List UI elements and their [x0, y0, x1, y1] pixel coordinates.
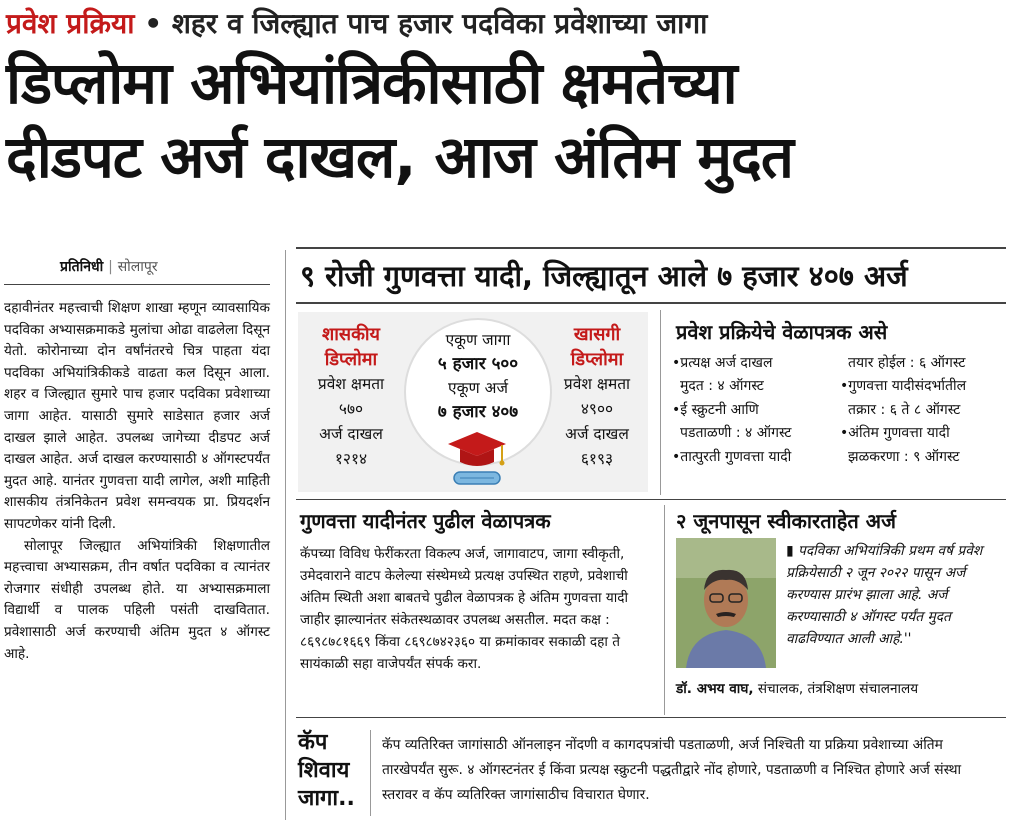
- graduation-cap-icon: [446, 430, 508, 490]
- article-paragraph: दहावीनंतर महत्त्वाची शिक्षण शाखा म्हणून व्यावसायिक पदविका अभ्यासक्रमाकडे मुलांचा ओढा वाढलेला दिसून येतो. कोरोनाच्या दोन वर्षांनंतरचे चित्र पाहता यंदा पदविका अभियांत्रिकीकडे वाढता कल दिसून आला. शहर व जिल्ह्यात सुमारे पाच हजार पदविका प्रवेशाच्या जागा आहेत. यासाठी सुमारे साडेसात हजार अर्ज दाखल झाले आहेत. उपलब्ध जागेच्या दीडपट अर्ज दाखल आहेत. अर्ज दाखल करण्यासाठी ४ ऑगस्टपर्यंत मुदत आहे. यानंतर गुणवत्ता यादी लागेल, अशी माहिती शासकीय तंत्रनिकेतन प्रवेश समन्वयक प्रा. प्रियदर्शन सापटणेकर यांनी दिली.: [4, 300, 270, 532]
- total-applications-label: एकूण अर्ज: [448, 379, 508, 397]
- kicker-bullet: •: [144, 7, 163, 40]
- schedule-divider: [660, 310, 661, 495]
- schedule-line: पडताळणी : ४ ऑगस्ट: [680, 425, 792, 442]
- cap-side-line: जागा..: [298, 786, 355, 811]
- govt-stats: [302, 322, 400, 472]
- govt-capacity-label: प्रवेश क्षमता: [317, 375, 385, 393]
- photo-caption: [676, 678, 918, 697]
- schedule-line: मुदत : ४ ऑगस्ट: [680, 378, 764, 395]
- kicker-label: प्रवेश प्रक्रिया: [6, 7, 135, 40]
- byline-city: सोलापूर: [117, 259, 158, 275]
- govt-applications-value: १२१४: [334, 450, 368, 468]
- subhead-top-rule: [296, 247, 1006, 249]
- schedule-line: झळकरणा : ९ ऑगस्ट: [848, 448, 960, 465]
- merit-body: कॅपच्या विविध फेरींकरता विकल्प अर्ज, जागावाटप, जागा स्वीकृती, उमेदवाराने वाटप केलेल्या संस्थेमध्ये प्रत्यक्ष उपस्थित राहणे, प्रवेशाची अंतिम स्थिती अशा बाबतचे पुढील वेळापत्रक हे अंतिम गुणवत्ता यादी जाहीर झाल्यानंतर संकेतस्थळावर उपलब्ध असतील. मदत कक्ष : ८६९८७८१६६९ किंवा ८६९८७४२३६० या क्रमांकावर सकाळी दहा ते सायंकाळी सहा वाजेपर्यंत संपर्क करा.: [300, 546, 629, 672]
- portrait-image: [676, 538, 776, 668]
- headline: [6, 46, 1006, 194]
- private-applications-value: ६१९३: [580, 450, 614, 468]
- schedule-line: •गुणवत्ता यादीसंदर्भातील: [840, 378, 967, 395]
- cap-side-line: शिवाय: [298, 758, 350, 783]
- june-title: २ जूनपासून स्वीकारताहेत अर्ज: [676, 509, 896, 533]
- private-subtitle: डिप्लोमा: [570, 349, 624, 370]
- subhead-bottom-rule: [296, 302, 1006, 304]
- section-rule: [296, 499, 1006, 500]
- schedule-line: •तात्पुरती गुणवत्ता यादी: [672, 448, 792, 465]
- portrait-photo: [676, 538, 776, 668]
- cap-side-label: [298, 729, 355, 813]
- schedule-line: •प्रत्यक्ष अर्ज दाखल: [672, 355, 773, 371]
- total-seats-value: ५ हजार ५००: [437, 354, 519, 374]
- june-quote: [786, 540, 986, 650]
- cap-side-line: कॅप: [298, 730, 328, 755]
- schedule-line: •अंतिम गुणवत्ता यादी: [840, 425, 950, 442]
- govt-applications-label: अर्ज दाखल: [319, 425, 383, 443]
- headline-line-1: डिप्लोमा अभियांत्रिकीसाठी क्षमतेच्या: [6, 49, 737, 117]
- total-seats-label: एकूण जागा: [445, 331, 511, 349]
- govt-capacity-value: ५७०: [338, 400, 364, 418]
- cap-divider: [370, 730, 371, 816]
- cap-text: कॅप व्यतिरिक्त जागांसाठी ऑनलाइन नोंदणी व कागदपत्रांची पडताळणी, अर्ज निश्चिती या प्रक्रिया प्रवेशाच्या अंतिम तारखेपर्यंत सुरू. ४ ऑगस्टनंतर ई किंवा प्रत्यक्ष स्क्रुटनी पद्धतीद्वारे नोंद होणारे, पडताळणी व निश्चित होणारे अर्ज संस्था स्तरावर व कॅप व्यतिरिक्त जागांसाठीच विचारात घेणार.: [382, 737, 962, 803]
- kicker: [6, 4, 707, 42]
- govt-subtitle: डिप्लोमा: [324, 349, 378, 370]
- caption-name: डॉ. अभय वाघ,: [676, 681, 754, 697]
- private-capacity-label: प्रवेश क्षमता: [563, 375, 631, 393]
- headline-line-2: दीडपट अर्ज दाखल, आज अंतिम मुदत: [6, 123, 793, 191]
- schedule-right-list: [840, 352, 1006, 469]
- byline: [60, 257, 158, 276]
- june-divider: [664, 505, 665, 715]
- stats-box: [298, 312, 648, 492]
- byline-rule: [4, 284, 270, 285]
- private-title: खासगी: [573, 324, 621, 345]
- govt-title: शासकीय: [322, 324, 380, 345]
- cap-rule: [296, 717, 1006, 718]
- left-article: [4, 298, 270, 665]
- schedule-left-list: [672, 352, 842, 469]
- schedule-line: तक्रार : ६ ते ८ ऑगस्ट: [848, 401, 961, 418]
- schedule-line: •ई स्क्रुटनी आणि: [672, 401, 759, 418]
- private-capacity-value: ४९००: [580, 400, 614, 418]
- private-applications-label: अर्ज दाखल: [565, 425, 629, 443]
- kicker-text: शहर व जिल्ह्यात पाच हजार पदविका प्रवेशाच्या जागा: [171, 7, 708, 40]
- quote-mark-icon: ▮: [786, 543, 794, 559]
- byline-author: प्रतिनिधी: [60, 259, 104, 275]
- caption-role: संचालक, तंत्रशिक्षण संचालनालय: [757, 681, 919, 697]
- private-stats: [548, 322, 646, 472]
- article-paragraph: सोलापूर जिल्ह्यात अभियांत्रिकी शिक्षणातील महत्त्वाचा अभ्यासक्रम, तीन वर्षात पदविका व त्यानंतर रोजगार संधीही उपलब्ध होते. या अभ्यासक्रमाला विद्यार्थी व पालक पहिली पसंती दाखवितात. प्रवेशासाठी अर्ज करण्याची अंतिम मुदत ४ ऑगस्ट आहे.: [4, 537, 270, 662]
- column-divider: [285, 250, 286, 820]
- subhead: ९ रोजी गुणवत्ता यादी, जिल्ह्यातून आले ७ हजार ४०७ अर्ज: [300, 259, 908, 293]
- quote-text: पदविका अभियांत्रिकी प्रथम वर्ष प्रवेश प्रक्रियेसाठी २ जून २०२२ पासून अर्ज करण्यास प्रारंभ झाला आहे. अर्ज करण्यासाठी ४ ऑगस्ट पर्यंत मुदत वाढविण्यात आली आहे.'': [786, 543, 983, 647]
- byline-separator: |: [108, 259, 113, 275]
- schedule-line: तयार होईल : ६ ऑगस्ट: [848, 355, 966, 371]
- total-applications-value: ७ हजार ४०७: [437, 402, 519, 422]
- merit-title: गुणवत्ता यादीनंतर पुढील वेळापत्रक: [300, 509, 551, 533]
- schedule-title: प्रवेश प्रक्रियेचे वेळापत्रक असे: [676, 320, 888, 344]
